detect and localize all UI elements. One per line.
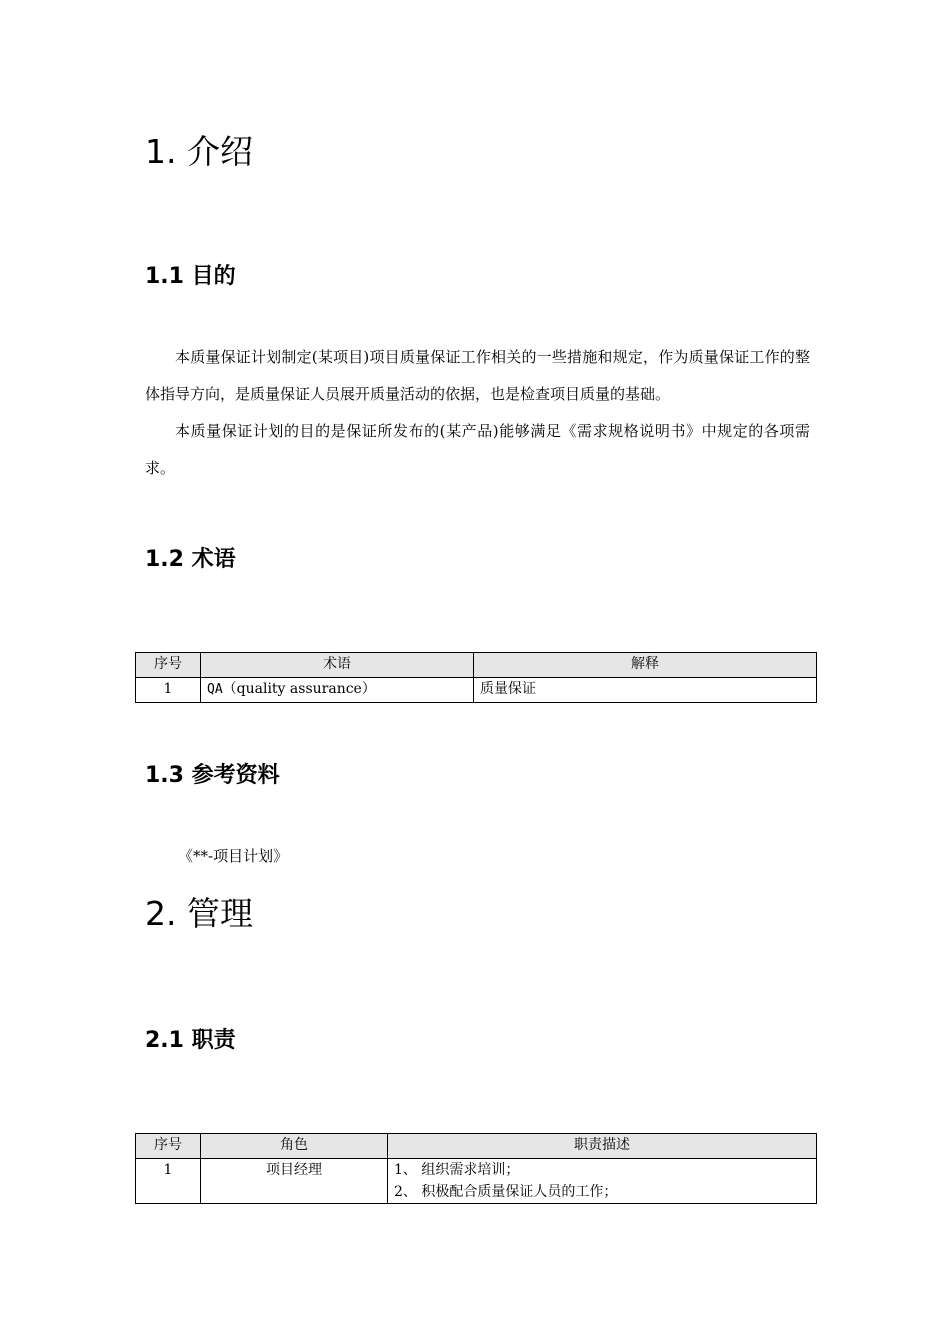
duty-line-1: 1、 组织需求培训； — [394, 1162, 520, 1178]
column-header-no: 序号 — [136, 653, 201, 678]
column-header-term: 术语 — [201, 653, 474, 678]
column-header-duty: 职责描述 — [388, 1134, 817, 1159]
term-code: QA — [207, 682, 223, 697]
row-no: 1 — [136, 1159, 201, 1204]
column-header-no: 序号 — [136, 1134, 201, 1159]
row-duties — [388, 1159, 817, 1204]
duties-table-header — [136, 1134, 817, 1159]
term-text: （quality assurance） — [222, 681, 376, 697]
terms-table — [135, 652, 817, 703]
purpose-paragraph-1: 本质量保证计划制定(某项目)项目质量保证工作相关的一些措施和规定，作为质量保证工作的整体指导方向，是质量保证人员展开质量活动的依据，也是检查项目质量的基础。 — [145, 348, 810, 403]
heading-terms: 1.2 术语 — [145, 547, 236, 572]
table-row — [136, 1159, 817, 1204]
row-no: 1 — [136, 678, 201, 703]
row-term — [201, 678, 474, 703]
row-explanation: 质量保证 — [474, 678, 817, 703]
heading-duties: 2.1 职责 — [145, 1028, 236, 1053]
purpose-paragraph-2: 本质量保证计划的目的是保证所发布的(某产品)能够满足《需求规格说明书》中规定的各项需求。 — [145, 422, 810, 477]
duties-table — [135, 1133, 817, 1204]
column-header-explanation: 解释 — [474, 653, 817, 678]
column-header-role: 角色 — [201, 1134, 388, 1159]
terms-table-header — [136, 653, 817, 678]
heading-references: 1.3 参考资料 — [145, 763, 280, 788]
row-role: 项目经理 — [201, 1159, 388, 1204]
heading-introduction: 1. 介绍 — [145, 132, 253, 171]
reference-item: 《**-项目计划》 — [178, 847, 289, 865]
heading-management: 2. 管理 — [145, 894, 253, 933]
purpose-body — [145, 339, 810, 487]
table-row — [136, 678, 817, 703]
duty-line-2: 2、 积极配合质量保证人员的工作； — [394, 1184, 618, 1200]
heading-purpose: 1.1 目的 — [145, 264, 236, 289]
